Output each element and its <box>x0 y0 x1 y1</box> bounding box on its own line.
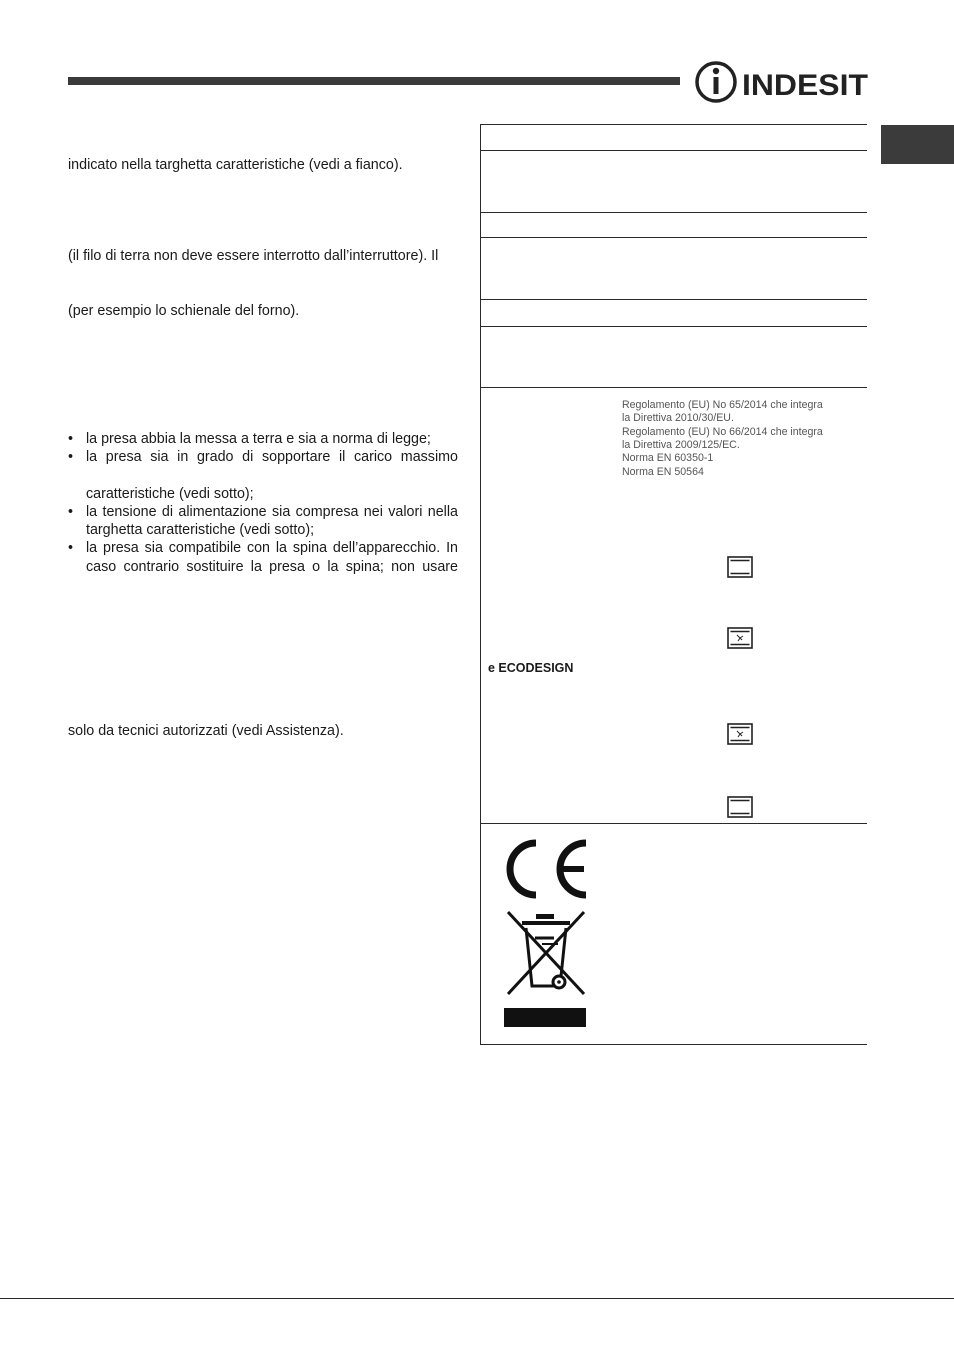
bullet-continuation: targhetta caratteristiche (vedi sotto); <box>86 522 315 538</box>
oven-fan-icon <box>727 723 753 745</box>
bullet-text: la tensione di alimentazione sia compresa nei valori nella <box>86 504 458 520</box>
bullet-text: la presa abbia la messa a terra e sia a norma di legge; <box>86 431 431 447</box>
regulation-line: la Direttiva 2010/30/EU. <box>622 412 734 424</box>
regulation-line: la Direttiva 2009/125/EC. <box>622 439 740 451</box>
text-line: indicato nella targhetta caratteristiche (vedi a fianco). <box>68 157 403 173</box>
regulation-line: Norma EN 60350-1 <box>622 452 714 464</box>
regulation-line: Regolamento (EU) No 66/2014 che integra <box>622 426 823 438</box>
oven-fan-icon <box>727 627 753 649</box>
indesit-logo <box>694 58 870 106</box>
ecodesign-label: e ECODESIGN <box>488 661 574 675</box>
regulation-line: Regolamento (EU) No 65/2014 che integra <box>622 399 823 411</box>
table-border-left <box>480 124 481 1045</box>
table-rule <box>481 326 867 327</box>
table-rule <box>481 299 867 300</box>
header-bar <box>68 77 680 85</box>
ce-mark-icon <box>502 836 590 902</box>
language-tab <box>881 125 954 164</box>
text-line: (il filo di terra non deve essere interrotto dall’interruttore). Il <box>68 248 439 264</box>
oven-static-icon <box>727 556 753 578</box>
table-rule <box>481 212 867 213</box>
bullet-text: la presa sia compatibile con la spina dell’apparecchio. In <box>86 540 458 556</box>
table-rule <box>481 823 867 824</box>
bullet-dot: • <box>68 540 74 556</box>
regulation-line: Norma EN 50564 <box>622 466 704 478</box>
bullet-text: la presa sia in grado di sopportare il carico massimo <box>86 449 458 465</box>
table-rule <box>481 1044 867 1045</box>
text-line: solo da tecnici autorizzati (vedi Assistenza). <box>68 723 344 739</box>
weee-bar <box>504 1008 586 1027</box>
bullet-dot: • <box>68 431 74 447</box>
table-rule <box>481 387 867 388</box>
bullet-dot: • <box>68 449 74 465</box>
brand-name: INDESIT <box>742 69 868 102</box>
oven-static-icon <box>727 796 753 818</box>
bullet-dot: • <box>68 504 74 520</box>
table-rule <box>481 150 867 151</box>
footer-rule <box>0 1298 954 1299</box>
table-rule <box>481 237 867 238</box>
table-rule <box>481 124 867 125</box>
weee-bin-icon <box>502 908 588 998</box>
text-line: (per esempio lo schienale del forno). <box>68 303 300 319</box>
bullet-continuation: caratteristiche (vedi sotto); <box>86 486 254 502</box>
bullet-text: caso contrario sostituire la presa o la spina; non usare <box>86 559 458 575</box>
